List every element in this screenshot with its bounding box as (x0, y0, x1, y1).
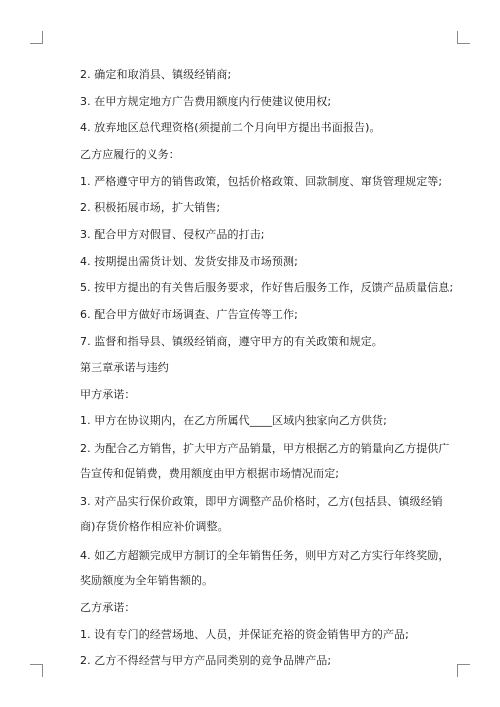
paragraph-wrapped: 4. 如乙方超额完成甲方制订的全年销售任务，则甲方对乙方实行年终奖励，奖励额度为全年销售额的。 (80, 549, 450, 587)
paragraph-line: 4. 按期提出需货计划、发货安排及市场预测; (80, 255, 298, 268)
paragraph-wrapped: 3. 对产品实行保价政策，即甲方调整产品价格时，乙方(包括县、镇级经销商)存货价格作相应补价调整。 (80, 495, 443, 533)
paragraph-line: 1. 严格遵守甲方的销售政策，包括价格政策、回款制度、窜货管理规定等; (80, 175, 443, 188)
corner-mark-bottom-left (30, 664, 43, 677)
section-heading: 乙方承诺： (80, 601, 136, 614)
paragraph-line: 3. 配合甲方对假冒、侵权产品的打击; (80, 228, 265, 241)
corner-mark-top-left (30, 31, 43, 44)
corner-mark-bottom-right (457, 664, 470, 677)
paragraph-line: 5. 按甲方提出的有关售后服务要求，作好售后服务工作，反馈产品质量信息; (80, 281, 454, 294)
paragraph-line: 2. 积极拓展市场，扩大销售; (80, 201, 221, 214)
paragraph-line: 3. 在甲方规定地方广告费用额度内行使建议使用权; (80, 95, 332, 108)
paragraph-line: 6. 配合甲方做好市场调查、广告宣传等工作; (80, 308, 298, 321)
paragraph-line: 1. 甲方在协议期内，在乙方所属代____区域内独家向乙方供货; (80, 414, 387, 427)
paragraph-line: 1. 设有专门的经营场地、人员，并保证充裕的资金销售甲方的产品; (80, 628, 409, 641)
paragraph-line: 4. 放弃地区总代理资格(须提前二个月向甲方提出书面报告)。 (80, 121, 381, 134)
paragraph-line: 2. 确定和取消县、镇级经销商; (80, 68, 232, 81)
paragraph-line: 7. 监督和指导县、镇级经销商，遵守甲方的有关政策和规定。 (80, 335, 383, 348)
section-heading: 甲方承诺： (80, 388, 136, 401)
paragraph-line: 2. 乙方不得经营与甲方产品同类别的竞争品牌产品; (80, 654, 332, 667)
paragraph-wrapped: 2. 为配合乙方销售，扩大甲方产品销量，甲方根据乙方的销量向乙方提供广告宣传和促销费，费用额度由甲方根据市场情况而定; (80, 442, 450, 480)
chapter-heading: 第三章承诺与违约 (80, 361, 169, 374)
corner-mark-top-right (457, 31, 470, 44)
section-heading: 乙方应履行的义务： (80, 148, 180, 161)
